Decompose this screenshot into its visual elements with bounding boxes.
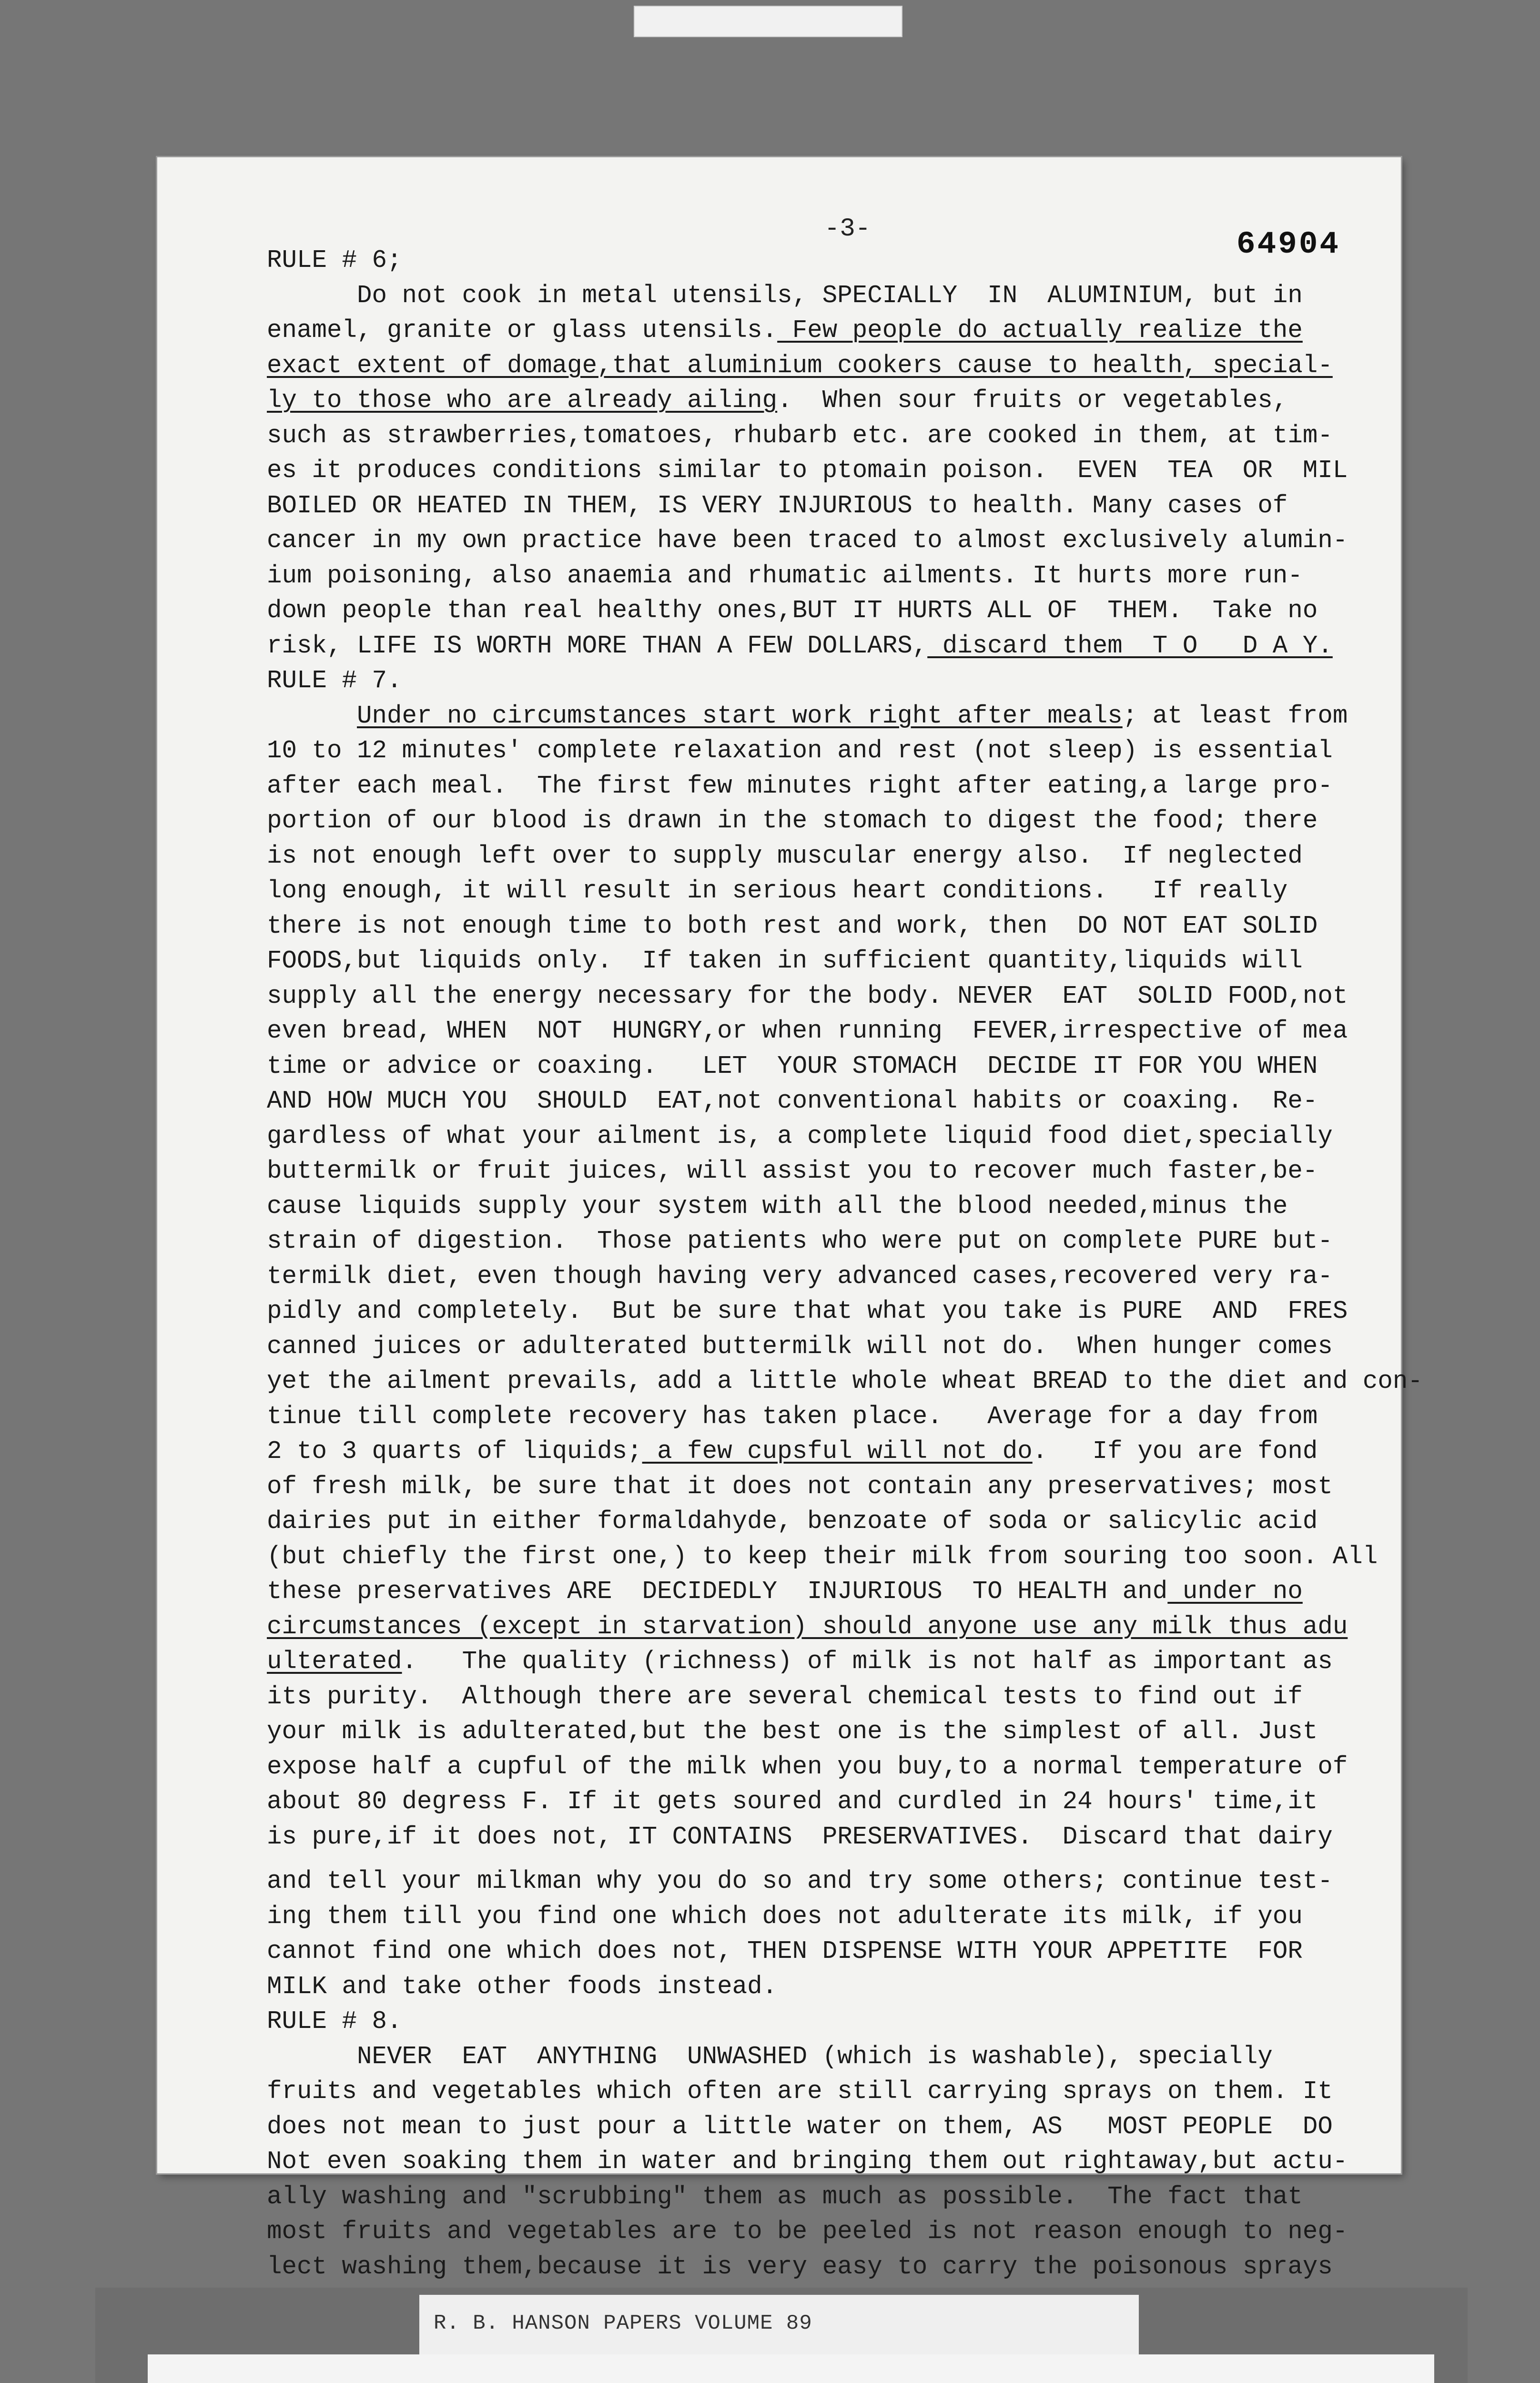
line-text: ium poisoning, also anaemia and rhumatic ailments. It hurts more run-: [267, 561, 1303, 590]
document-sheet: [157, 157, 1423, 2281]
text-line: [267, 418, 1482, 454]
text-line: [267, 769, 1482, 804]
top-paper-strip: [634, 6, 902, 37]
line-text: about 80 degress F. If it gets soured and curdled in 24 hours' time,it: [267, 1787, 1318, 1816]
text-line: [267, 489, 1482, 524]
line-text: NEVER EAT ANYTHING UNWASHED (which is washable), specially: [267, 2042, 1273, 2071]
text-line: [267, 1504, 1482, 1539]
text-line: [267, 2214, 1482, 2250]
text-line: [267, 1364, 1482, 1399]
line-text: es it produces conditions similar to ptomain poison. EVEN TEA OR MIL: [267, 456, 1348, 485]
line-text: termilk diet, even though having very advanced cases,recovered very ra-: [267, 1262, 1333, 1291]
line-text: canned juices or adulterated buttermilk will not do. When hunger comes: [267, 1332, 1333, 1361]
line-text: [267, 702, 357, 730]
underlined-text: discard them T O D A Y.: [927, 631, 1333, 660]
text-line: [267, 1154, 1482, 1189]
text-line: [267, 1969, 1482, 2005]
line-text: RULE # 6;: [267, 246, 402, 275]
line-text: expose half a cupful of the milk when you buy,to a normal temperature of: [267, 1752, 1348, 1781]
line-text: RULE # 7.: [267, 666, 402, 695]
line-text: long enough, it will result in serious heart conditions. If really: [267, 876, 1288, 905]
line-text: does not mean to just pour a little water on them, AS MOST PEOPLE DO: [267, 2112, 1333, 2141]
line-text: (but chiefly the first one,) to keep their milk from souring too soon. All: [267, 1542, 1378, 1571]
text-line: [267, 348, 1482, 384]
line-text: time or advice or coaxing. LET YOUR STOMACH DECIDE IT FOR YOU WHEN: [267, 1051, 1318, 1080]
text-line: [267, 593, 1482, 629]
line-text: its purity. Although there are several chemical tests to find out if: [267, 1682, 1303, 1711]
text-line: [267, 1714, 1482, 1750]
line-text: fruits and vegetables which often are still carrying sprays on them. It: [267, 2077, 1333, 2106]
text-line: [267, 453, 1482, 489]
line-text: cannot find one which does not, THEN DISPENSE WITH YOUR APPETITE FOR: [267, 1937, 1303, 1965]
text-line: [267, 733, 1482, 769]
text-line: [267, 1644, 1482, 1680]
line-text: such as strawberries,tomatoes, rhubarb etc. are cooked in them, at tim-: [267, 421, 1333, 450]
text-line: [267, 1574, 1482, 1609]
text-line: [267, 278, 1482, 314]
text-line: [267, 2109, 1482, 2145]
text-line: [267, 1189, 1482, 1224]
line-text: buttermilk or fruit juices, will assist you to recover much faster,be-: [267, 1157, 1318, 1185]
text-line: [267, 1784, 1482, 1820]
text-line: [267, 1539, 1482, 1575]
text-line: [267, 1084, 1482, 1119]
text-line: [267, 629, 1482, 664]
line-text: most fruits and vegetables are to be peeled is not reason enough to neg-: [267, 2217, 1348, 2246]
line-text: . The quality (richness) of milk is not half as important as: [402, 1647, 1333, 1676]
line-text: AND HOW MUCH YOU SHOULD EAT,not conventional habits or coaxing. Re-: [267, 1087, 1318, 1115]
text-line: [267, 383, 1482, 418]
text-line: [267, 663, 1482, 699]
text-line: [267, 839, 1482, 874]
line-text: dairies put in either formaldahyde, benzoate of soda or salicylic acid: [267, 1507, 1318, 1536]
line-text: these preservatives ARE DECIDEDLY INJURIOUS TO HEALTH and: [267, 1577, 1168, 1606]
text-line: [267, 979, 1482, 1014]
text-line: [267, 2179, 1482, 2215]
underlined-text: Few people do actually realize the: [777, 316, 1303, 345]
line-text: RULE # 8.: [267, 2007, 402, 2036]
text-line: [267, 874, 1482, 909]
text-line: [267, 1119, 1482, 1154]
text-line: [267, 243, 1482, 278]
text-line: [267, 2074, 1482, 2109]
text-line: [267, 1934, 1482, 1969]
text-line: [267, 1750, 1482, 1785]
text-line: [267, 1329, 1482, 1365]
line-text: pidly and completely. But be sure that what you take is PURE AND FRES: [267, 1297, 1348, 1325]
text-line: [267, 1259, 1482, 1294]
text-line: [267, 559, 1482, 594]
line-text: Do not cook in metal utensils, SPECIALLY IN ALUMINIUM, but in: [267, 281, 1303, 310]
line-text: supply all the energy necessary for the body. NEVER EAT SOLID FOOD,not: [267, 981, 1348, 1010]
text-line: [267, 699, 1482, 734]
line-text: lect washing them,because it is very easy to carry the poisonous sprays: [267, 2252, 1333, 2281]
text-line: [267, 1680, 1482, 1715]
text-line: [267, 944, 1482, 979]
line-text: enamel, granite or glass utensils.: [267, 316, 778, 345]
line-text: there is not enough time to both rest and work, then DO NOT EAT SOLID: [267, 911, 1318, 940]
line-text: yet the ailment prevails, add a little whole wheat BREAD to the diet and con-: [267, 1367, 1423, 1395]
line-text: BOILED OR HEATED IN THEM, IS VERY INJURIOUS to health. Many cases of: [267, 491, 1288, 520]
text-line: [267, 1864, 1482, 1899]
line-text: FOODS,but liquids only. If taken in sufficient quantity,liquids will: [267, 947, 1303, 975]
underlined-text: exact extent of domage,that aluminium cookers cause to health, special-: [267, 351, 1333, 380]
document-body: [267, 243, 1482, 2320]
text-line: [267, 2039, 1482, 2075]
line-text: strain of digestion. Those patients who were put on complete PURE but-: [267, 1227, 1333, 1255]
underlined-text: circumstances (except in starvation) should anyone use any milk thus adu: [267, 1612, 1348, 1641]
text-line: [267, 1224, 1482, 1259]
line-text: cause liquids supply your system with all the blood needed,minus the: [267, 1192, 1288, 1221]
underlined-text: a few cupsful will not do: [642, 1437, 1033, 1466]
line-text: Not even soaking them in water and bringing them out rightaway,but actu-: [267, 2147, 1348, 2176]
line-text: portion of our blood is drawn in the stomach to digest the food; there: [267, 806, 1318, 835]
line-text: is not enough left over to supply muscular energy also. If neglected: [267, 841, 1303, 870]
text-line: [267, 1899, 1482, 1935]
line-text: . If you are fond: [1032, 1437, 1318, 1466]
archives-stamp: [148, 2354, 1434, 2383]
line-text: after each meal. The first few minutes right after eating,a large pro-: [267, 771, 1333, 800]
text-line: [267, 313, 1482, 348]
line-text: gardless of what your ailment is, a complete liquid food diet,specially: [267, 1121, 1333, 1151]
line-text: 2 to 3 quarts of liquids;: [267, 1437, 642, 1466]
line-text: tinue till complete recovery has taken place. Average for a day from: [267, 1402, 1318, 1431]
text-line: [267, 1014, 1482, 1049]
line-text: . When sour fruits or vegetables,: [777, 386, 1288, 415]
text-line: [267, 523, 1482, 559]
line-text: of fresh milk, be sure that it does not contain any preservatives; most: [267, 1472, 1333, 1501]
line-text: and tell your milkman why you do so and try some others; continue test-: [267, 1867, 1333, 1895]
line-text: ing them till you find one which does not adulterate its milk, if you: [267, 1902, 1303, 1931]
line-text: is pure,if it does not, IT CONTAINS PRESERVATIVES. Discard that dairy: [267, 1822, 1333, 1851]
line-gap: [267, 1854, 1482, 1864]
underlined-text: ulterated: [267, 1647, 402, 1676]
text-line: [267, 2250, 1482, 2285]
line-text: down people than real healthy ones,BUT IT HURTS ALL OF THEM. Take no: [267, 596, 1318, 625]
text-line: [267, 1294, 1482, 1329]
page-number: -3-: [824, 214, 871, 244]
text-line: [267, 1820, 1482, 1855]
text-line: [267, 909, 1482, 944]
line-text: 10 to 12 minutes' complete relaxation and rest (not sleep) is essential: [267, 736, 1333, 765]
caption-label: R. B. HANSON PAPERS VOLUME 89: [434, 2312, 812, 2335]
line-text: risk, LIFE IS WORTH MORE THAN A FEW DOLLARS,: [267, 631, 928, 660]
underlined-text: ly to those who are already ailing: [267, 386, 778, 415]
underlined-text: Under no circumstances start work right after meals: [357, 701, 1123, 730]
line-text: even bread, WHEN NOT HUNGRY,or when running FEVER,irrespective of mea: [267, 1017, 1348, 1045]
line-text: MILK and take other foods instead.: [267, 1972, 778, 2001]
text-line: [267, 1049, 1482, 1084]
line-text: ; at least from: [1122, 701, 1348, 730]
line-text: your milk is adulterated,but the best one is the simplest of all. Just: [267, 1717, 1318, 1746]
text-line: [267, 1609, 1482, 1645]
underlined-text: under no: [1167, 1577, 1303, 1606]
document-id: 64904: [1236, 226, 1341, 262]
text-line: [267, 2004, 1482, 2039]
text-line: [267, 1469, 1482, 1505]
line-text: ally washing and "scrubbing" them as much as possible. The fact that: [267, 2182, 1303, 2211]
text-line: [267, 1399, 1482, 1435]
text-line: [267, 1434, 1482, 1469]
line-text: cancer in my own practice have been traced to almost exclusively alumin-: [267, 526, 1348, 555]
text-line: [267, 2144, 1482, 2179]
text-line: [267, 804, 1482, 839]
